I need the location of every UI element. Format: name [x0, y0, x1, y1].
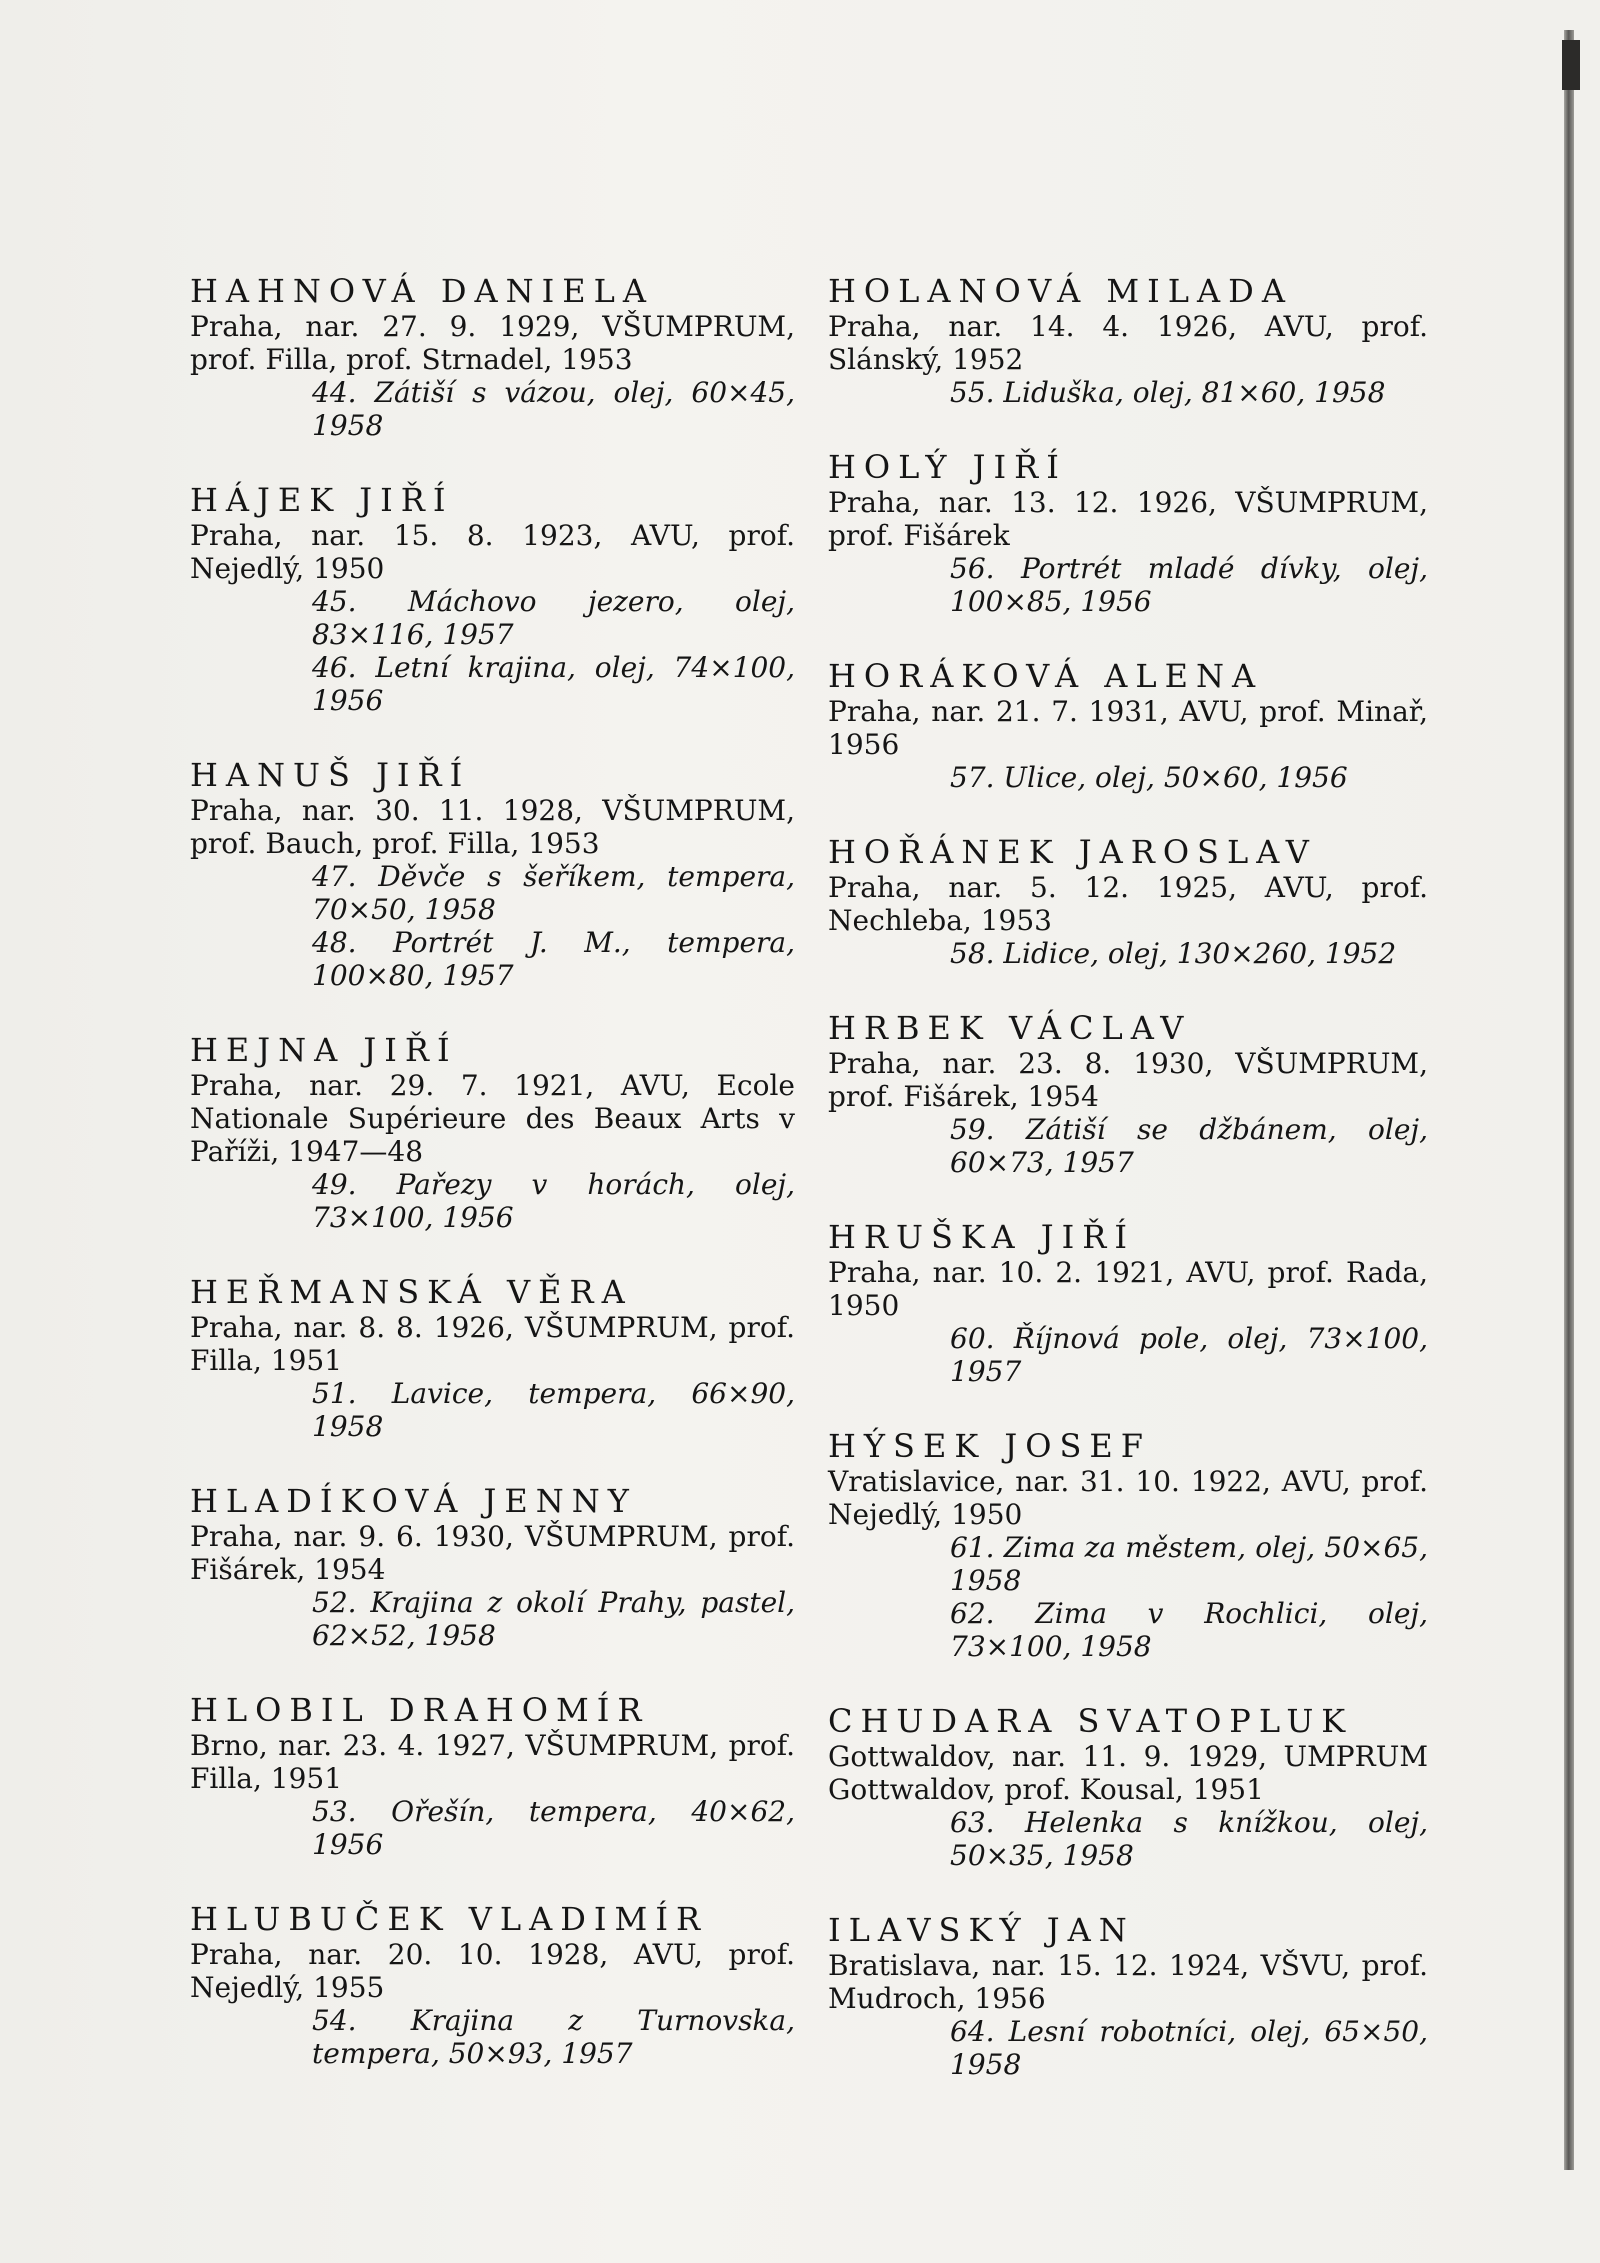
- artist-bio: Praha, nar. 20. 10. 1928, AVU, prof. Nejedlý, 1955: [190, 1938, 795, 2004]
- artist-name: HAHNOVÁ DANIELA: [190, 272, 654, 310]
- artwork-item: 60. Říjnová pole, olej, 73×100, 1957: [950, 1322, 1428, 1388]
- artist-bio: Praha, nar. 8. 8. 1926, VŠUMPRUM, prof. Filla, 1951: [190, 1311, 795, 1377]
- artist-entry: [190, 756, 795, 992]
- artist-bio: Praha, nar. 27. 9. 1929, VŠUMPRUM, prof. Filla, prof. Strnadel, 1953: [190, 310, 795, 376]
- page-edge-mark: [1562, 40, 1580, 90]
- artwork-item: 54. Krajina z Turnovska, tempera, 50×93, 1957: [312, 2004, 795, 2070]
- right-column: [828, 272, 1428, 2120]
- artist-bio: Praha, nar. 10. 2. 1921, AVU, prof. Rada, 1950: [828, 1256, 1428, 1322]
- artist-bio: Praha, nar. 15. 8. 1923, AVU, prof. Nejedlý, 1950: [190, 519, 795, 585]
- artist-bio: Praha, nar. 21. 7. 1931, AVU, prof. Minař, 1956: [828, 695, 1428, 761]
- artwork-item: 46. Letní krajina, olej, 74×100, 1956: [312, 651, 795, 717]
- artist-bio: Gottwaldov, nar. 11. 9. 1929, UMPRUM Gottwaldov, prof. Kousal, 1951: [828, 1740, 1428, 1806]
- artist-bio: Praha, nar. 23. 8. 1930, VŠUMPRUM, prof. Fišárek, 1954: [828, 1047, 1428, 1113]
- artist-name: HEŘMANSKÁ VĚRA: [190, 1273, 633, 1311]
- artist-entry: [190, 1482, 795, 1652]
- artist-bio: Praha, nar. 14. 4. 1926, AVU, prof. Slánský, 1952: [828, 310, 1428, 376]
- artist-name: HÝSEK JOSEF: [828, 1427, 1151, 1465]
- artwork-item: 53. Ořešín, tempera, 40×62, 1956: [312, 1795, 795, 1861]
- artist-entry: [828, 272, 1428, 409]
- artist-bio: Brno, nar. 23. 4. 1927, VŠUMPRUM, prof. Filla, 1951: [190, 1729, 795, 1795]
- left-column: [190, 272, 795, 2109]
- artwork-item: 56. Portrét mladé dívky, olej, 100×85, 1956: [950, 552, 1428, 618]
- artwork-item: 59. Zátiší se džbánem, olej, 60×73, 1957: [950, 1113, 1428, 1179]
- artwork-item: 51. Lavice, tempera, 66×90, 1958: [312, 1377, 795, 1443]
- artist-bio: Praha, nar. 5. 12. 1925, AVU, prof. Nechleba, 1953: [828, 871, 1428, 937]
- artist-entry: [828, 833, 1428, 970]
- artist-entry: [190, 1031, 795, 1234]
- artist-name: HORÁKOVÁ ALENA: [828, 657, 1264, 695]
- artist-entry: [828, 1911, 1428, 2081]
- artwork-item: 57. Ulice, olej, 50×60, 1956: [950, 761, 1348, 794]
- artist-name: ILAVSKÝ JAN: [828, 1911, 1135, 1949]
- artist-name: CHUDARA SVATOPLUK: [828, 1702, 1354, 1740]
- artist-name: HEJNA JIŘÍ: [190, 1031, 458, 1069]
- artist-name: HRBEK VÁCLAV: [828, 1009, 1192, 1047]
- artwork-item: 49. Pařezy v horách, olej, 73×100, 1956: [312, 1168, 795, 1234]
- artwork-item: 55. Liduška, olej, 81×60, 1958: [950, 376, 1386, 409]
- artist-bio: Praha, nar. 30. 11. 1928, VŠUMPRUM, prof. Bauch, prof. Filla, 1953: [190, 794, 795, 860]
- artist-entry: [190, 1900, 795, 2070]
- artist-name: HRUŠKA JIŘÍ: [828, 1218, 1135, 1256]
- artist-bio: Bratislava, nar. 15. 12. 1924, VŠVU, prof. Mudroch, 1956: [828, 1949, 1428, 2015]
- artist-entry: [828, 1702, 1428, 1872]
- artist-bio: Vratislavice, nar. 31. 10. 1922, AVU, prof. Nejedlý, 1950: [828, 1465, 1428, 1531]
- artist-entry: [828, 657, 1428, 794]
- artwork-item: 47. Děvče s šeříkem, tempera, 70×50, 1958: [312, 860, 795, 926]
- page-edge-shadow: [1564, 30, 1574, 2170]
- artwork-item: 61. Zima za městem, olej, 50×65, 1958: [950, 1531, 1428, 1597]
- artwork-item: 48. Portrét J. M., tempera, 100×80, 1957: [312, 926, 795, 992]
- artwork-item: 63. Helenka s knížkou, olej, 50×35, 1958: [950, 1806, 1428, 1872]
- artist-name: HOLÝ JIŘÍ: [828, 448, 1067, 486]
- artist-bio: Praha, nar. 29. 7. 1921, AVU, Ecole Nationale Supérieure des Beaux Arts v Paříži, 1947—48: [190, 1069, 795, 1168]
- artist-entry: [190, 1273, 795, 1443]
- artist-bio: Praha, nar. 13. 12. 1926, VŠUMPRUM, prof. Fišárek: [828, 486, 1428, 552]
- artist-entry: [190, 1691, 795, 1861]
- artist-name: HOLANOVÁ MILADA: [828, 272, 1293, 310]
- artist-name: HLUBUČEK VLADIMÍR: [190, 1900, 709, 1938]
- artwork-item: 44. Zátiší s vázou, olej, 60×45, 1958: [312, 376, 795, 442]
- artwork-item: 52. Krajina z okolí Prahy, pastel, 62×52, 1958: [312, 1586, 795, 1652]
- artist-entry: [190, 272, 795, 442]
- artist-name: HOŘÁNEK JAROSLAV: [828, 833, 1317, 871]
- artist-entry: [828, 1009, 1428, 1179]
- artwork-item: 58. Lidice, olej, 130×260, 1952: [950, 937, 1397, 970]
- artist-name: HÁJEK JIŘÍ: [190, 481, 454, 519]
- artist-entry: [828, 1427, 1428, 1663]
- artwork-item: 64. Lesní robotníci, olej, 65×50, 1958: [950, 2015, 1428, 2081]
- artist-name: HANUŠ JIŘÍ: [190, 756, 471, 794]
- artist-bio: Praha, nar. 9. 6. 1930, VŠUMPRUM, prof. Fišárek, 1954: [190, 1520, 795, 1586]
- artist-entry: [828, 1218, 1428, 1388]
- artwork-item: 62. Zima v Rochlici, olej, 73×100, 1958: [950, 1597, 1428, 1663]
- artist-entry: [190, 481, 795, 717]
- artist-entry: [828, 448, 1428, 618]
- artwork-item: 45. Máchovo jezero, olej, 83×116, 1957: [312, 585, 795, 651]
- artist-name: HLOBIL DRAHOMÍR: [190, 1691, 650, 1729]
- artist-name: HLADÍKOVÁ JENNY: [190, 1482, 637, 1520]
